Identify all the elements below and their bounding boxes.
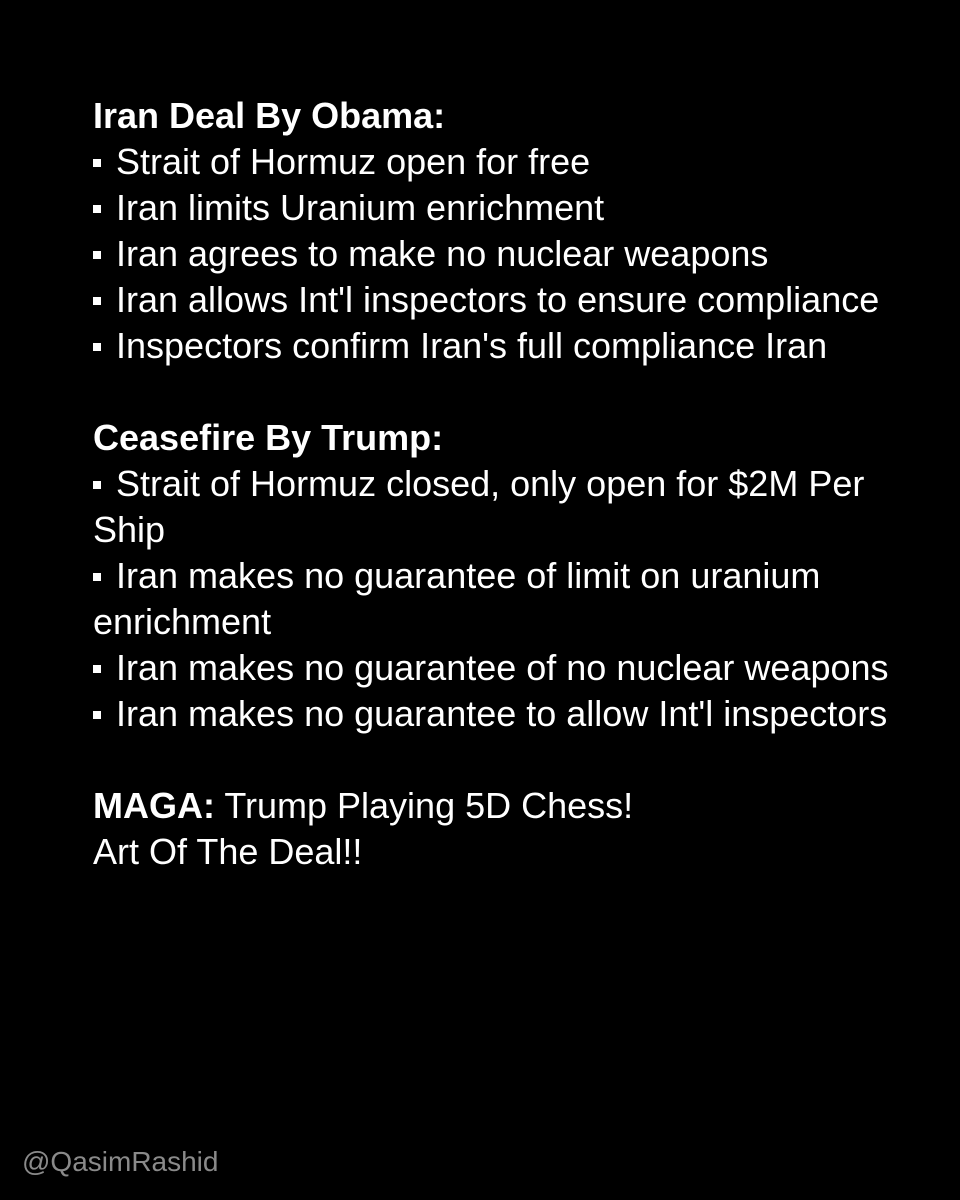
closing-section xyxy=(93,783,893,875)
square-bullet-icon xyxy=(93,159,101,167)
square-bullet-icon xyxy=(93,573,101,581)
obama-deal-title: Iran Deal By Obama: xyxy=(93,95,446,136)
list-item: Iran agrees to make no nuclear weapons xyxy=(93,231,893,277)
obama-deal-list xyxy=(93,139,893,369)
square-bullet-icon xyxy=(93,343,101,351)
trump-ceasefire-title: Ceasefire By Trump: xyxy=(93,417,444,458)
trump-ceasefire-list xyxy=(93,461,893,737)
closing-line-1 xyxy=(93,783,893,829)
square-bullet-icon xyxy=(93,251,101,259)
post-content xyxy=(93,93,893,875)
list-item: Strait of Hormuz open for free xyxy=(93,139,893,185)
list-item: Strait of Hormuz closed, only open for $2M Per Ship xyxy=(93,463,865,550)
list-item: Iran allows Int'l inspectors to ensure compliance xyxy=(93,277,893,323)
square-bullet-icon xyxy=(93,481,101,489)
section-spacer xyxy=(93,369,893,415)
list-item: Iran makes no guarantee to allow Int'l inspectors xyxy=(93,691,893,737)
square-bullet-icon xyxy=(93,205,101,213)
square-bullet-icon xyxy=(93,297,101,305)
closing-text: Trump Playing 5D Chess! xyxy=(224,785,634,826)
section-spacer xyxy=(93,737,893,783)
list-item: Iran limits Uranium enrichment xyxy=(93,185,893,231)
list-item: Iran makes no guarantee of limit on uranium enrichment xyxy=(93,555,821,642)
author-watermark: @QasimRashid xyxy=(22,1146,219,1177)
square-bullet-icon xyxy=(93,711,101,719)
list-item: Iran makes no guarantee of no nuclear weapons xyxy=(93,645,893,691)
obama-deal-section xyxy=(93,93,893,369)
closing-line-2: Art Of The Deal!! xyxy=(93,831,363,872)
trump-ceasefire-section xyxy=(93,415,893,737)
maga-label: MAGA: xyxy=(93,785,215,826)
list-item: Inspectors confirm Iran's full compliance Iran xyxy=(93,323,893,369)
square-bullet-icon xyxy=(93,665,101,673)
